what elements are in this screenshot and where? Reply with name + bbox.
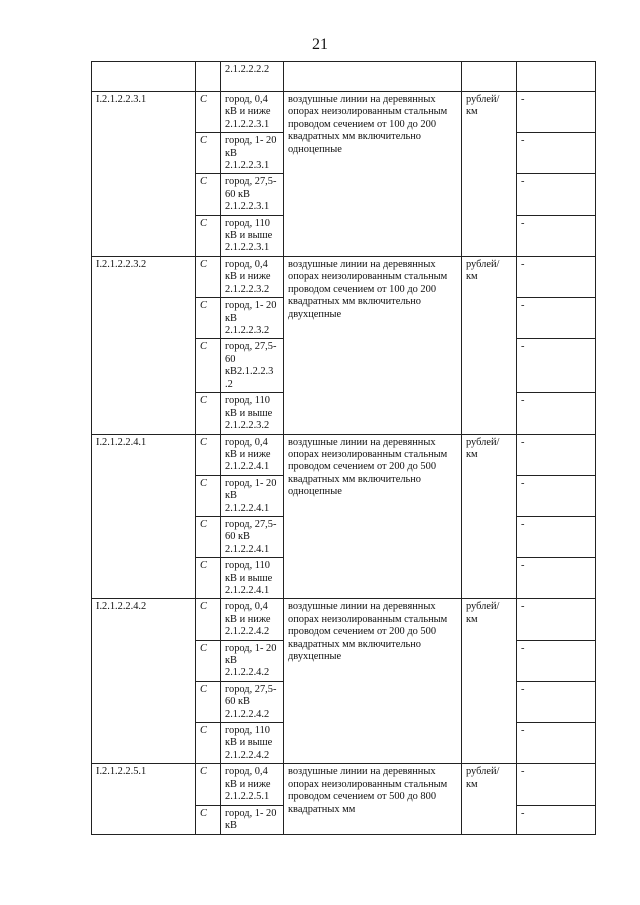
unit-cell	[462, 62, 517, 92]
value-cell	[517, 62, 596, 92]
group-cell: город, 1- 20 кВ 2.1.2.2.3.1	[221, 133, 284, 174]
value-cell: -	[517, 764, 596, 805]
code-cell: I.2.1.2.2.5.1	[92, 764, 196, 834]
group-cell: город, 0,4 кВ и ниже 2.1.2.2.4.1	[221, 434, 284, 475]
letter-cell: С	[196, 723, 221, 764]
group-cell: город, 110 кВ и выше 2.1.2.2.3.2	[221, 393, 284, 434]
unit-cell: рублей/ км	[462, 256, 517, 434]
value-cell: -	[517, 558, 596, 599]
table-row	[92, 256, 596, 297]
value-cell: -	[517, 92, 596, 133]
value-cell: -	[517, 256, 596, 297]
letter-cell: С	[196, 558, 221, 599]
description-cell: воздушные линии на деревянных опорах неизолированным стальным проводом сечением от 100 до 200 квадратных мм включительно двухцепные	[284, 256, 462, 434]
value-cell: -	[517, 723, 596, 764]
group-cell: город, 1- 20 кВ	[221, 805, 284, 834]
value-cell: -	[517, 475, 596, 516]
group-cell: город, 27,5-60 кВ 2.1.2.2.3.1	[221, 174, 284, 215]
value-cell: -	[517, 133, 596, 174]
description-cell: воздушные линии на деревянных опорах неизолированным стальным проводом сечением от 500 до 800 квадратных мм	[284, 764, 462, 834]
letter-cell: С	[196, 174, 221, 215]
table-row	[92, 599, 596, 640]
value-cell: -	[517, 805, 596, 834]
value-cell: -	[517, 339, 596, 393]
group-cell: город, 110 кВ и выше 2.1.2.2.4.1	[221, 558, 284, 599]
group-cell: город, 110 кВ и выше 2.1.2.2.4.2	[221, 723, 284, 764]
group-cell: город, 0,4 кВ и ниже 2.1.2.2.3.2	[221, 256, 284, 297]
description-cell: воздушные линии на деревянных опорах неизолированным стальным проводом сечением от 200 до 500 квадратных мм включительно двухцепные	[284, 599, 462, 764]
description-cell: воздушные линии на деревянных опорах неизолированным стальным проводом сечением от 200 до 500 квадратных мм включительно одноцепные	[284, 434, 462, 599]
table-row	[92, 764, 596, 805]
letter-cell: С	[196, 764, 221, 805]
group-cell: город, 27,5-60 кВ2.1.2.2.3 .2	[221, 339, 284, 393]
letter-cell	[196, 62, 221, 92]
value-cell: -	[517, 434, 596, 475]
value-cell: -	[517, 640, 596, 681]
group-cell: город, 27,5-60 кВ 2.1.2.2.4.2	[221, 681, 284, 722]
group-cell: город, 110 кВ и выше 2.1.2.2.3.1	[221, 215, 284, 256]
value-cell: -	[517, 174, 596, 215]
letter-cell: С	[196, 133, 221, 174]
value-cell: -	[517, 681, 596, 722]
letter-cell: С	[196, 434, 221, 475]
group-cell: город, 1- 20 кВ 2.1.2.2.3.2	[221, 298, 284, 339]
table-row	[92, 92, 596, 133]
code-cell: I.2.1.2.2.3.1	[92, 92, 196, 257]
letter-cell: С	[196, 599, 221, 640]
table-row	[92, 434, 596, 475]
value-cell: -	[517, 393, 596, 434]
group-cell: 2.1.2.2.2.2	[221, 62, 284, 92]
unit-cell: рублей/ км	[462, 599, 517, 764]
value-cell: -	[517, 599, 596, 640]
letter-cell: С	[196, 640, 221, 681]
code-cell: I.2.1.2.2.3.2	[92, 256, 196, 434]
group-cell: город, 27,5-60 кВ 2.1.2.2.4.1	[221, 516, 284, 557]
letter-cell: С	[196, 92, 221, 133]
group-cell: город, 1- 20 кВ 2.1.2.2.4.2	[221, 640, 284, 681]
unit-cell: рублей/ км	[462, 92, 517, 257]
letter-cell: С	[196, 681, 221, 722]
value-cell: -	[517, 215, 596, 256]
continuation-row	[92, 62, 596, 92]
unit-cell: рублей/ км	[462, 764, 517, 834]
tariff-table	[91, 61, 596, 835]
code-cell: I.2.1.2.2.4.1	[92, 434, 196, 599]
unit-cell: рублей/ км	[462, 434, 517, 599]
value-cell: -	[517, 298, 596, 339]
description-cell: воздушные линии на деревянных опорах неизолированным стальным проводом сечением от 100 до 200 квадратных мм включительно одноцепные	[284, 92, 462, 257]
code-cell	[92, 62, 196, 92]
letter-cell: С	[196, 298, 221, 339]
code-cell: I.2.1.2.2.4.2	[92, 599, 196, 764]
group-cell: город, 0,4 кВ и ниже 2.1.2.2.3.1	[221, 92, 284, 133]
group-cell: город, 0,4 кВ и ниже 2.1.2.2.4.2	[221, 599, 284, 640]
letter-cell: С	[196, 393, 221, 434]
letter-cell: С	[196, 256, 221, 297]
value-cell: -	[517, 516, 596, 557]
letter-cell: С	[196, 516, 221, 557]
group-cell: город, 0,4 кВ и ниже 2.1.2.2.5.1	[221, 764, 284, 805]
letter-cell: С	[196, 339, 221, 393]
page-number: 21	[312, 36, 328, 53]
letter-cell: С	[196, 215, 221, 256]
letter-cell: С	[196, 475, 221, 516]
group-cell: город, 1- 20 кВ 2.1.2.2.4.1	[221, 475, 284, 516]
letter-cell: С	[196, 805, 221, 834]
description-cell	[284, 62, 462, 92]
